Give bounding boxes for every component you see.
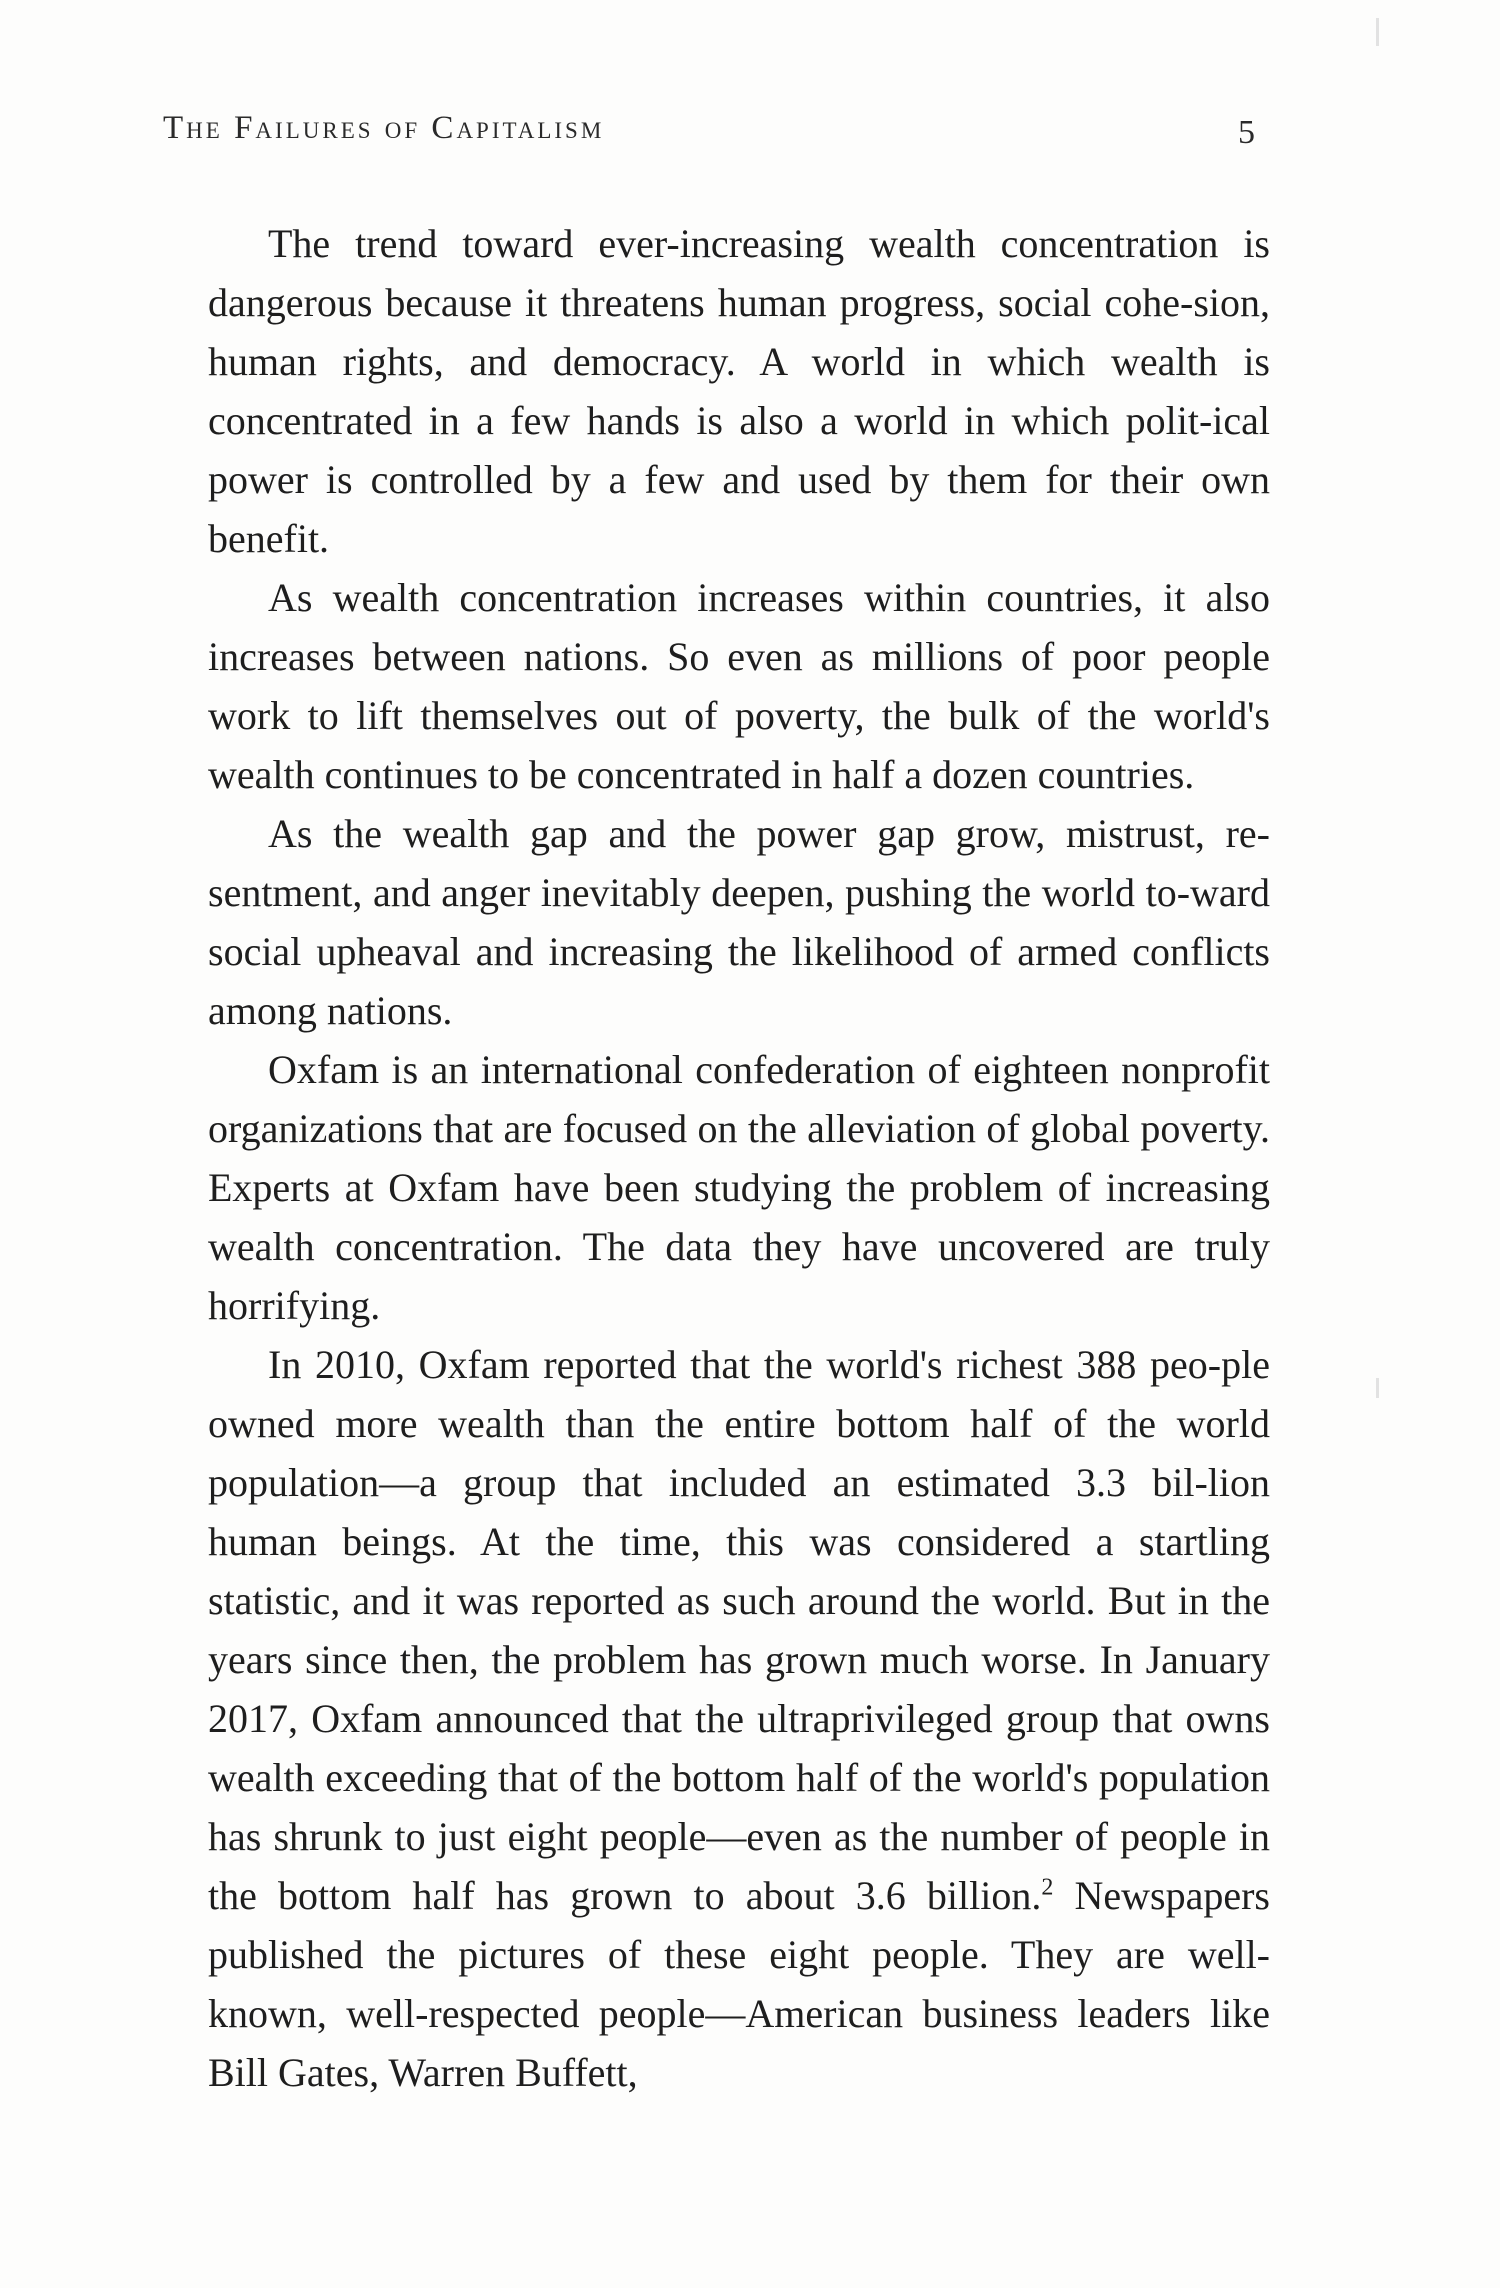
paragraph: As wealth concentration increases within countries, it also increases between nations. So even as millions of poor people work to lift themselves out of poverty, the bulk of the world's wealth continues to be concentrated in half a dozen countries. bbox=[208, 575, 1270, 797]
page-number: 5 bbox=[1238, 114, 1255, 151]
running-head: The Failures of Capitalism bbox=[163, 110, 605, 146]
scan-speck bbox=[1376, 18, 1379, 46]
body-text bbox=[208, 214, 1270, 2102]
paragraph-text: In 2010, Oxfam reported that the world's richest 388 peo-ple owned more wealth than the entire bottom half of the world population—a group that included an estimated 3.3 bil-lion human beings. At the time, this was considered a startling statistic, and it was reported as such around the world. But in the years since then, the problem has grown much worse. In January 2017, Oxfam announced that the ultraprivileged group that owns wealth exceeding that of the bottom half of the world's population has shrunk to just eight people—even as the number of people in the bottom half has grown to about 3.6 billion. bbox=[208, 1342, 1270, 1918]
paragraph: Oxfam is an international confederation of eighteen nonprofit organizations that are focused on the alleviation of global poverty. Experts at Oxfam have been studying the problem of increasing wealth concentration. The data they have uncovered are truly horrifying. bbox=[208, 1047, 1270, 1328]
paragraph-text: Newspapers published the pictures of these eight people. They are well-known, well-respected people—American business leaders like Bill Gates, Warren Buffett, bbox=[208, 1873, 1270, 2095]
scan-speck bbox=[1376, 1378, 1379, 1398]
paragraph-with-footnote bbox=[208, 1335, 1270, 2102]
paragraph: The trend toward ever-increasing wealth concentration is dangerous because it threatens human progress, social cohe-sion, human rights, and democracy. A world in which wealth is concentrated in a few hands is also a world in which polit-ical power is controlled by a few and used by them for their own benefit. bbox=[208, 221, 1270, 561]
footnote-reference[interactable]: 2 bbox=[1041, 1874, 1054, 1901]
paragraph: As the wealth gap and the power gap grow, mistrust, re-sentment, and anger inevitably deepen, pushing the world to-ward social upheaval and increasing the likelihood of armed conflicts among nations. bbox=[208, 811, 1270, 1033]
